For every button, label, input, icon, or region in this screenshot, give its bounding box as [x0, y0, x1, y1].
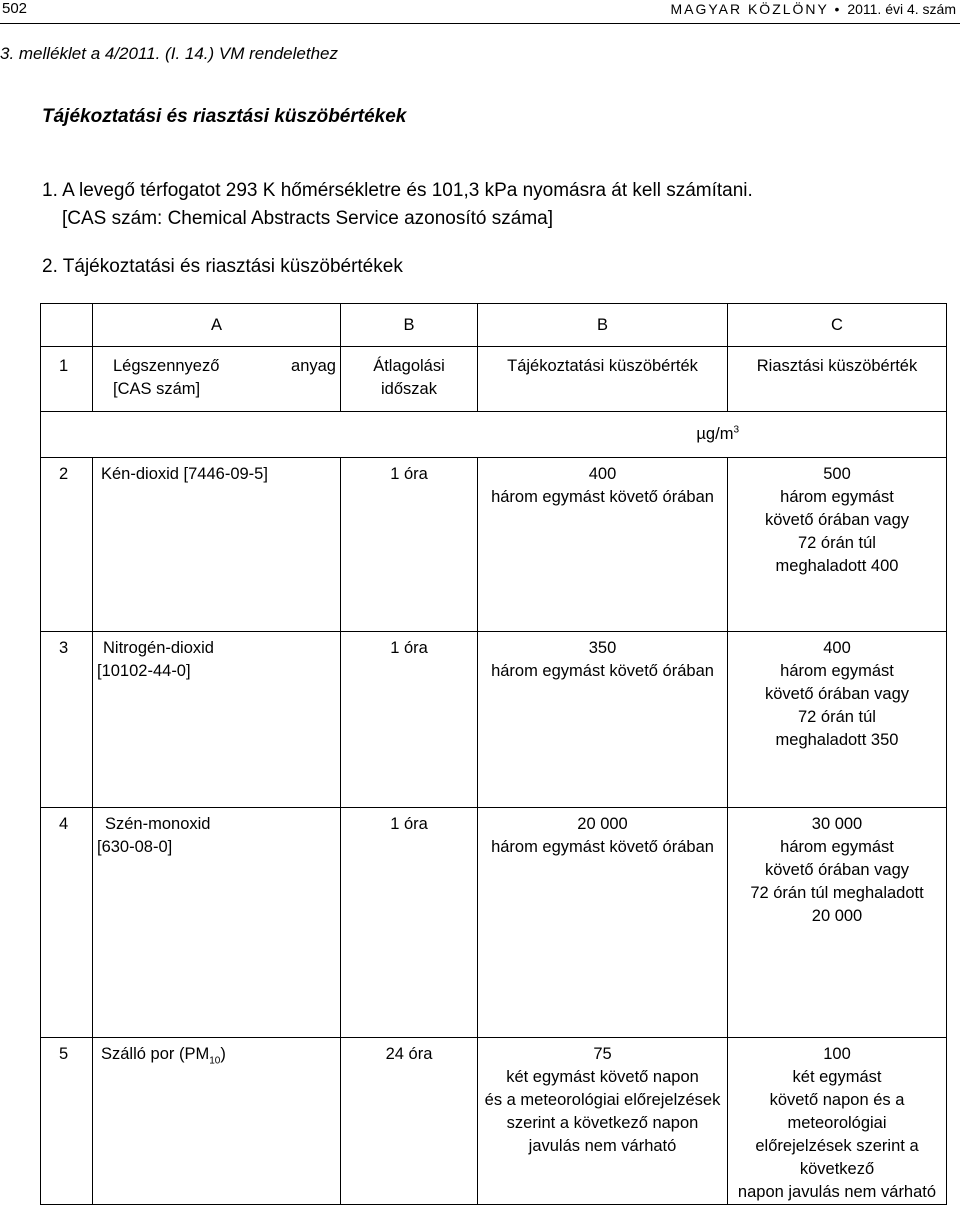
table-row: [41, 808, 947, 1038]
page-number: 502: [2, 0, 28, 17]
period-cell: 1 óra: [341, 632, 478, 808]
pollutant-cell: [93, 632, 341, 808]
alarm-condition-line: három egymást: [780, 488, 894, 506]
unit-row: [41, 412, 947, 458]
alarm-condition-line: követő órában vagy: [764, 511, 909, 529]
pollutant-cas: [630-08-0]: [97, 838, 173, 856]
alarm-threshold-cell: [728, 1038, 947, 1205]
column-letter-c: C: [728, 304, 947, 347]
bullet-separator: •: [834, 1, 842, 17]
pollutant-subscript: 10: [209, 1055, 221, 1067]
info-value: 20 000: [577, 815, 628, 833]
pollutant-close: ): [220, 1045, 226, 1063]
note-1-line-2: [CAS szám: Chemical Abstracts Service azonosító száma]: [62, 208, 554, 229]
cas-header: [CAS szám]: [113, 380, 201, 398]
pollutant-cas: [10102-44-0]: [97, 662, 191, 680]
pollutant-name: Szén-monoxid: [105, 815, 211, 833]
alarm-condition-line: követő órában vagy: [764, 685, 909, 703]
info-value: 75: [593, 1045, 612, 1063]
table-row: [41, 632, 947, 808]
info-condition: javulás nem várható: [528, 1137, 677, 1155]
note-1-line-1: 1. A levegő térfogatot 293 K hőmérsékletre és 101,3 kPa nyomásra át kell számítani.: [42, 180, 753, 201]
period-cell: 24 óra: [341, 1038, 478, 1205]
row-number: 4: [41, 808, 93, 1038]
issue-label: 2011. évi 4. szám: [847, 1, 956, 17]
info-threshold-cell: [478, 1038, 728, 1205]
period-header: [341, 347, 478, 412]
row-number: 2: [41, 458, 93, 632]
document-title: Tájékoztatási és riasztási küszöbértékek: [42, 106, 407, 127]
row-number: 5: [41, 1038, 93, 1205]
alarm-threshold-cell: [728, 632, 947, 808]
corner-cell: [41, 304, 93, 347]
pollutant-name: Szálló por (PM: [101, 1045, 210, 1063]
header-row: [41, 347, 947, 412]
period-cell: 1 óra: [341, 808, 478, 1038]
period-cell: 1 óra: [341, 458, 478, 632]
period-header-line-1: Átlagolási: [373, 357, 445, 375]
info-condition: három egymást követő órában: [491, 662, 714, 680]
alarm-condition-line: meghaladott 400: [775, 557, 899, 575]
pollutant-header: [93, 347, 341, 412]
alarm-value: 100: [823, 1045, 851, 1063]
pollutant-name: Nitrogén-dioxid: [103, 639, 214, 657]
alarm-threshold-cell: [728, 458, 947, 632]
period-header-line-2: időszak: [381, 380, 437, 398]
pollutant-cell: [93, 1038, 341, 1205]
info-threshold-cell: [478, 458, 728, 632]
alarm-condition-line: követő napon és a meteorológiai: [769, 1091, 905, 1132]
table-row: [41, 458, 947, 632]
pollutant-header-word-2: anyag: [291, 357, 336, 375]
alarm-value: 30 000: [811, 815, 863, 833]
info-condition: és a meteorológiai előrejelzések: [484, 1091, 721, 1109]
info-condition: szerint a következő napon: [506, 1114, 699, 1132]
alarm-condition-line: napon javulás nem várható: [737, 1183, 937, 1201]
alarm-condition-line: 72 órán túl: [798, 534, 876, 552]
unit-exponent: 3: [733, 424, 739, 436]
alarm-condition-line: meghaladott 350: [775, 731, 899, 749]
row-number: 3: [41, 632, 93, 808]
alarm-value: 500: [823, 465, 851, 483]
alarm-condition-line: 72 órán túl meghaladott: [750, 884, 924, 902]
info-condition: három egymást követő órában: [491, 488, 714, 506]
annex-line: 3. melléklet a 4/2011. (I. 14.) VM rendelethez: [0, 44, 338, 63]
info-value: 350: [588, 639, 617, 657]
table-row: [41, 1038, 947, 1205]
alarm-condition-line: három egymást: [780, 838, 894, 856]
row-number: 1: [41, 347, 93, 412]
header-rule: [0, 23, 960, 24]
column-letter-b-2: B: [478, 304, 728, 347]
alarm-threshold-header: Riasztási küszöbérték: [728, 347, 947, 412]
info-threshold-cell: [478, 632, 728, 808]
info-threshold-cell: [478, 808, 728, 1038]
info-threshold-header: Tájékoztatási küszöbérték: [478, 347, 728, 412]
pollutant-cell: Kén-dioxid [7446-09-5]: [93, 458, 341, 632]
column-letter-b: B: [341, 304, 478, 347]
column-letters-row: [41, 304, 947, 347]
alarm-condition-line: 72 órán túl: [798, 708, 876, 726]
info-condition: három egymást követő órában: [491, 838, 714, 856]
unit-cell: [41, 412, 947, 458]
info-condition: két egymást követő napon: [506, 1068, 699, 1086]
publication-name: MAGYAR KÖZLÖNY: [670, 1, 829, 17]
pollutant-header-word-1: Légszennyező: [113, 357, 220, 375]
unit-base: µg/m: [696, 425, 734, 443]
alarm-condition-line: 20 000: [811, 907, 863, 925]
running-header: [670, 1, 956, 17]
note-2-heading: 2. Tájékoztatási és riasztási küszöbértékek: [42, 256, 403, 277]
alarm-threshold-cell: [728, 808, 947, 1038]
alarm-condition-line: három egymást: [780, 662, 894, 680]
thresholds-table: [40, 303, 947, 1205]
alarm-condition-line: előrejelzések szerint a következő: [755, 1137, 919, 1178]
alarm-condition-line: követő órában vagy: [764, 861, 909, 879]
pollutant-cell: [93, 808, 341, 1038]
alarm-value: 400: [823, 639, 851, 657]
alarm-condition-line: két egymást: [792, 1068, 882, 1086]
column-letter-a: A: [93, 304, 341, 347]
info-value: 400: [588, 465, 617, 483]
